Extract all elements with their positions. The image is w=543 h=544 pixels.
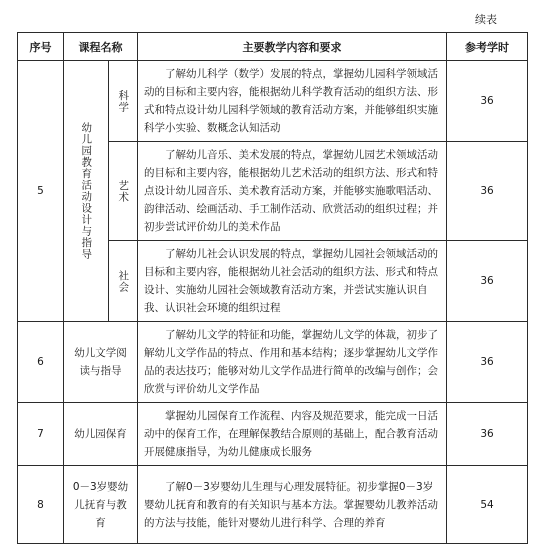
content-cell: 掌握幼儿园保育工作流程、内容及规范要求，能完成一日活动中的保育工作，在理解保教结合原则的基础上，配合教育活动开展健康指导，为幼儿健康成长服务 (138, 403, 447, 466)
hours-cell: 54 (447, 466, 528, 544)
header-main-content: 主要教学内容和要求 (138, 33, 447, 61)
course-name: 幼儿文学阅读与指导 (64, 322, 138, 403)
sub-course-cell (109, 241, 138, 322)
table-row (18, 61, 528, 142)
sub-course-cell (109, 142, 138, 241)
hours-cell: 36 (447, 142, 528, 241)
header-course-name: 课程名称 (64, 33, 138, 61)
content-cell: 了解幼儿社会认识发展的特点，掌握幼儿园社会领域活动的目标和主要内容，能根据幼儿社会活动的组织方法、形式和特点设计、实施幼儿园社会领域教育活动方案，并尝试实施认识自我、认识社会环境的组织过程 (138, 241, 447, 322)
hours-cell: 36 (447, 322, 528, 403)
course-name: 幼儿园保育 (64, 403, 138, 466)
table-row (18, 403, 528, 466)
hours-cell: 36 (447, 403, 528, 466)
content-cell: 了解幼儿文学的特征和功能，掌握幼儿文学的体裁，初步了解幼儿文学作品的特点、作用和基本结构；逐步掌握幼儿文学作品的表达技巧；能够对幼儿文学作品进行简单的改编与创作；会欣赏与评价幼儿文学作品 (138, 322, 447, 403)
sub-course-name: 科学 (117, 89, 130, 113)
course-name: 0－3岁婴幼儿抚育与教育 (64, 466, 138, 544)
content-cell: 了解幼儿音乐、美术发展的特点，掌握幼儿园艺术领域活动的目标和主要内容，能根据幼儿艺术活动的组织方法、形式和特点设计幼儿园音乐、美术教育活动方案，并能够实施歌唱活动、韵律活动、绘画活动、手工制作活动、欣赏活动的组织过程；并初步尝试评价幼儿的美术作品 (138, 142, 447, 241)
course-name-cell (64, 61, 109, 322)
header-reference-hours: 参考学时 (447, 33, 528, 61)
hours-cell: 36 (447, 61, 528, 142)
row-number: 7 (18, 403, 64, 466)
hours-cell: 36 (447, 241, 528, 322)
table-header-row (18, 33, 528, 61)
sub-course-cell (109, 61, 138, 142)
sub-course-name: 社会 (117, 269, 130, 293)
header-serial-number: 序号 (18, 33, 64, 61)
table-row (18, 466, 528, 544)
continued-label: 续表 (475, 13, 497, 26)
curriculum-table (17, 32, 528, 544)
content-cell: 了解0－3岁婴幼儿生理与心理发展特征。初步掌握0－3岁婴幼儿抚育和教育的有关知识与基本方法。掌握婴幼儿教养活动的方法与技能，能针对婴幼儿进行科学、合理的养育 (138, 466, 447, 544)
row-number: 6 (18, 322, 64, 403)
content-cell: 了解幼儿科学（数学）发展的特点，掌握幼儿园科学领域活动的目标和主要内容，能根据幼儿科学教育活动的组织方法、形式和特点设计幼儿园科学领域的教育活动方案，并能够组织实施科学小实验、数概念认知活动 (138, 61, 447, 142)
row-number: 5 (18, 61, 64, 322)
row-number: 8 (18, 466, 64, 544)
table-row (18, 322, 528, 403)
course-name: 幼儿园教育活动设计与指导 (80, 122, 93, 260)
sub-course-name: 艺术 (117, 179, 130, 203)
